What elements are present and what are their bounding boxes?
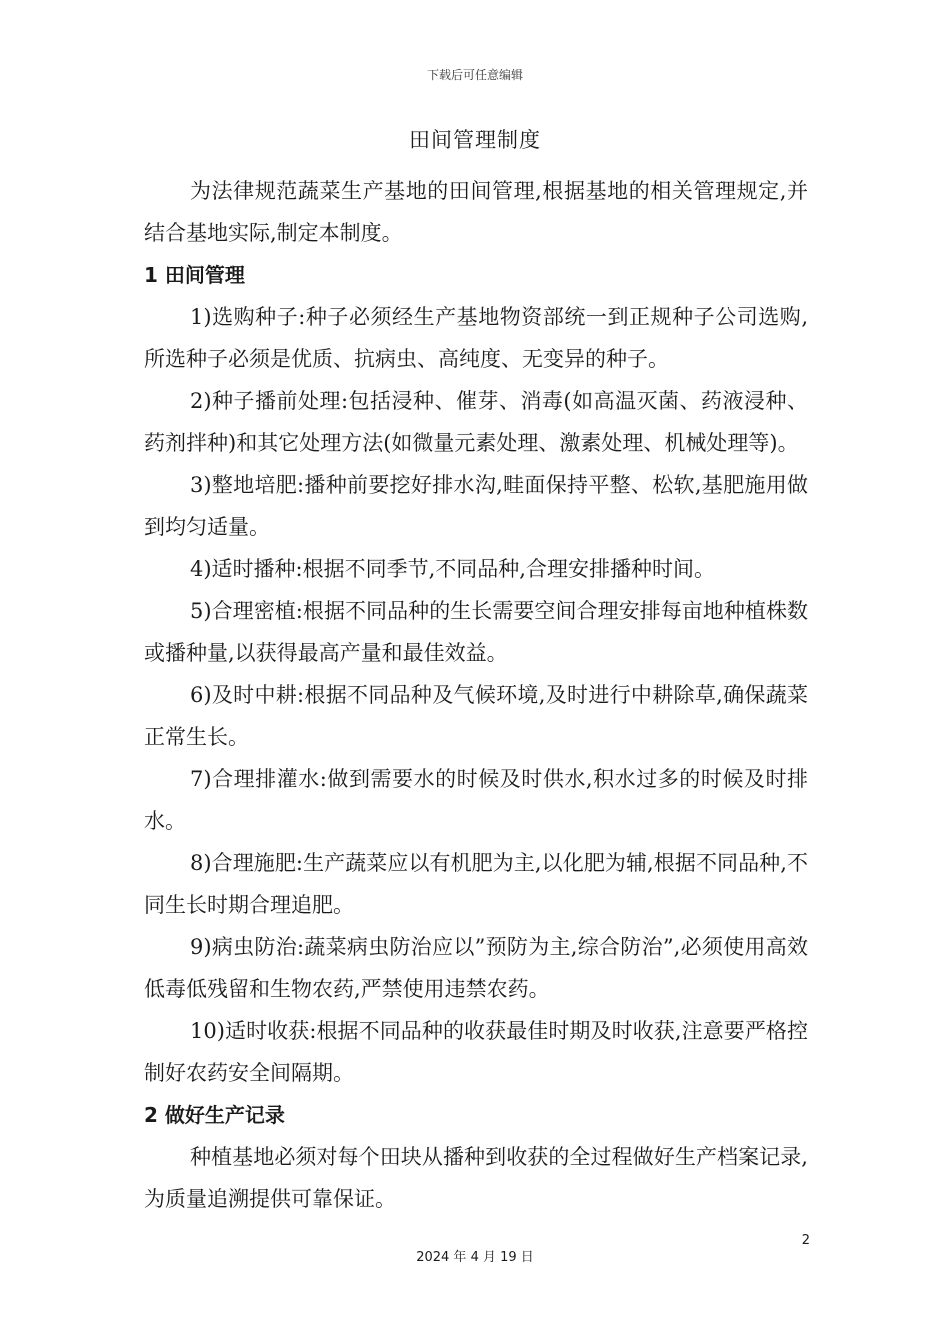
document-title: 田间管理制度 [409,128,541,152]
list-item: 4)适时播种:根据不同季节,不同品种,合理安排播种时间。 [190,557,715,581]
list-item: 2)种子播前处理:包括浸种、催芽、消毒(如高温灭菌、药液浸种、药剂拌种)和其它处理方法(如微量元素处理、激素处理、机械处理等)。 [144,389,808,455]
list-item: 5)合理密植:根据不同品种的生长需要空间合理安排每亩地种植株数或播种量,以获得最高产量和最佳效益。 [144,599,808,665]
list-item: 9)病虫防治:蔬菜病虫防治应以”预防为主,综合防治”,必须使用高效低毒低残留和生物农药,严禁使用违禁农药。 [144,935,808,1001]
section2-paragraph: 种植基地必须对每个田块从播种到收获的全过程做好生产档案记录,为质量追溯提供可靠保证。 [144,1145,808,1211]
section-heading-production-records: 2 做好生产记录 [144,1103,285,1127]
list-item: 6)及时中耕:根据不同品种及气候环境,及时进行中耕除草,确保蔬菜正常生长。 [144,683,808,749]
list-item: 1)选购种子:种子必须经生产基地物资部统一到正规种子公司选购,所选种子必须是优质、抗病虫、高纯度、无变异的种子。 [144,305,808,371]
list-item: 7)合理排灌水:做到需要水的时候及时供水,积水过多的时候及时排水。 [144,767,808,833]
document-body [144,170,808,1220]
page-number: 2 [801,1233,810,1248]
header-note: 下载后可任意编辑 [426,68,523,82]
intro-paragraph: 为法律规范蔬菜生产基地的田间管理,根据基地的相关管理规定,并结合基地实际,制定本制度。 [144,179,808,245]
list-item: 10)适时收获:根据不同品种的收获最佳时期及时收获,注意要严格控制好农药安全间隔期。 [144,1019,808,1085]
section-heading-field-management: 1 田间管理 [144,263,245,287]
list-item: 8)合理施肥:生产蔬菜应以有机肥为主,以化肥为辅,根据不同品种,不同生长时期合理追肥。 [144,851,808,917]
list-item: 3)整地培肥:播种前要挖好排水沟,畦面保持平整、松软,基肥施用做到均匀适量。 [144,473,808,539]
footer-date: 2024 年 4 月 19 日 [416,1250,534,1265]
